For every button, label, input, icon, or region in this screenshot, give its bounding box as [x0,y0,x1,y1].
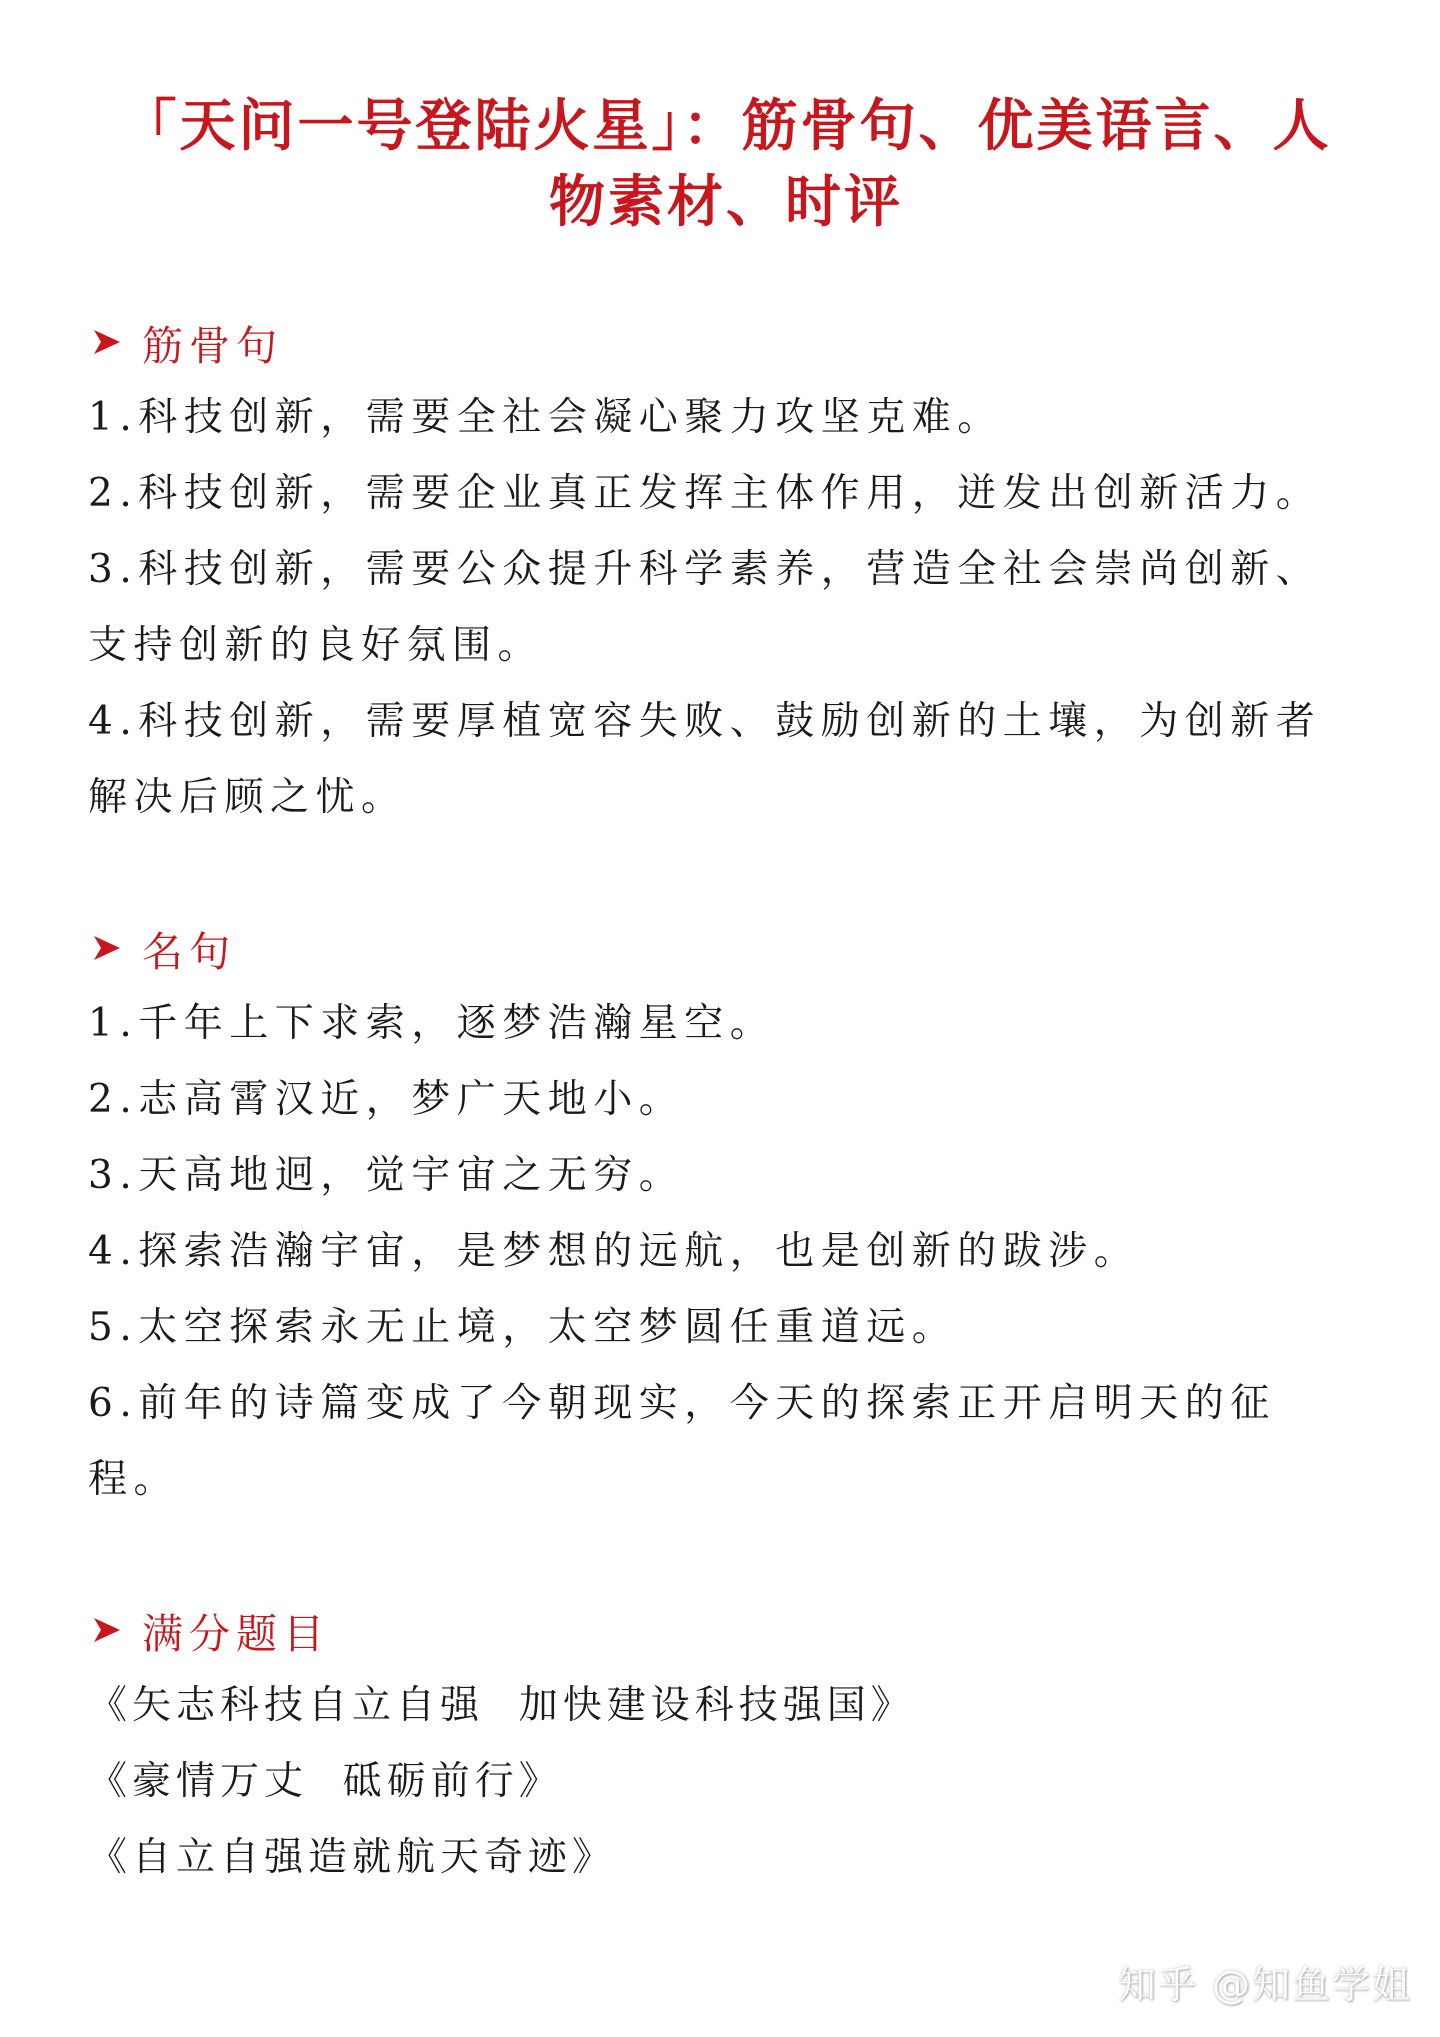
section-key-sentences [88,304,1363,836]
list-item: 5.太空探索永无止境，太空梦圆任重道远。 [88,1305,958,1350]
list-item: 支持创新的良好氛围。 [88,623,544,668]
arrowhead-icon [92,933,122,963]
section-heading-label: 满分题目 [142,1609,330,1658]
list-item: 3.天高地迥，觉宇宙之无穷。 [88,1153,685,1198]
list-item: 4.探索浩瀚宇宙，是梦想的远航，也是创新的跋涉。 [88,1229,1140,1274]
arrowhead-icon [92,327,122,357]
section-famous-quotes [88,910,1363,1518]
list-item: 《矢志科技自立自强 加快建设科技强国》 [88,1683,915,1728]
section-heading [88,1592,1363,1668]
list-item: 3.科技创新，需要公众提升科学素养，营造全社会崇尚创新、 [88,547,1322,592]
section-heading [88,304,1363,380]
title-line-2: 物素材、时评 [549,169,903,235]
list-item: 1.科技创新，需要全社会凝心聚力攻坚克难。 [88,395,1003,440]
list-item: 《自立自强造就航天奇迹》 [88,1835,617,1880]
section-heading-label: 筋骨句 [142,321,283,370]
title-line-1: 「天问一号登陆火星」：筋骨句、优美语言、人 [120,93,1332,159]
section-heading [88,910,1363,986]
list-item: 4.科技创新，需要厚植宽容失败、鼓励创新的土壤，为创新者 [88,699,1322,744]
section-top-titles [88,1592,1363,1896]
list-item: 程。 [88,1457,180,1502]
list-item: 1.千年上下求索，逐梦浩瀚星空。 [88,1001,776,1046]
list-item: 解决后顾之忧。 [88,775,407,820]
list-item: 6.前年的诗篇变成了今朝现实，今天的探索正开启明天的征 [88,1381,1276,1426]
arrowhead-icon [92,1615,122,1645]
list-item: 2.志高霄汉近，梦广天地小。 [88,1077,685,1122]
list-item: 《豪情万丈 砥砺前行》 [88,1759,563,1804]
list-item: 2.科技创新，需要企业真正发挥主体作用，迸发出创新活力。 [88,471,1322,516]
watermark: 知乎 @知鱼学姐 [1117,1963,1412,2007]
section-heading-label: 名句 [142,927,236,976]
page-title [96,88,1356,240]
